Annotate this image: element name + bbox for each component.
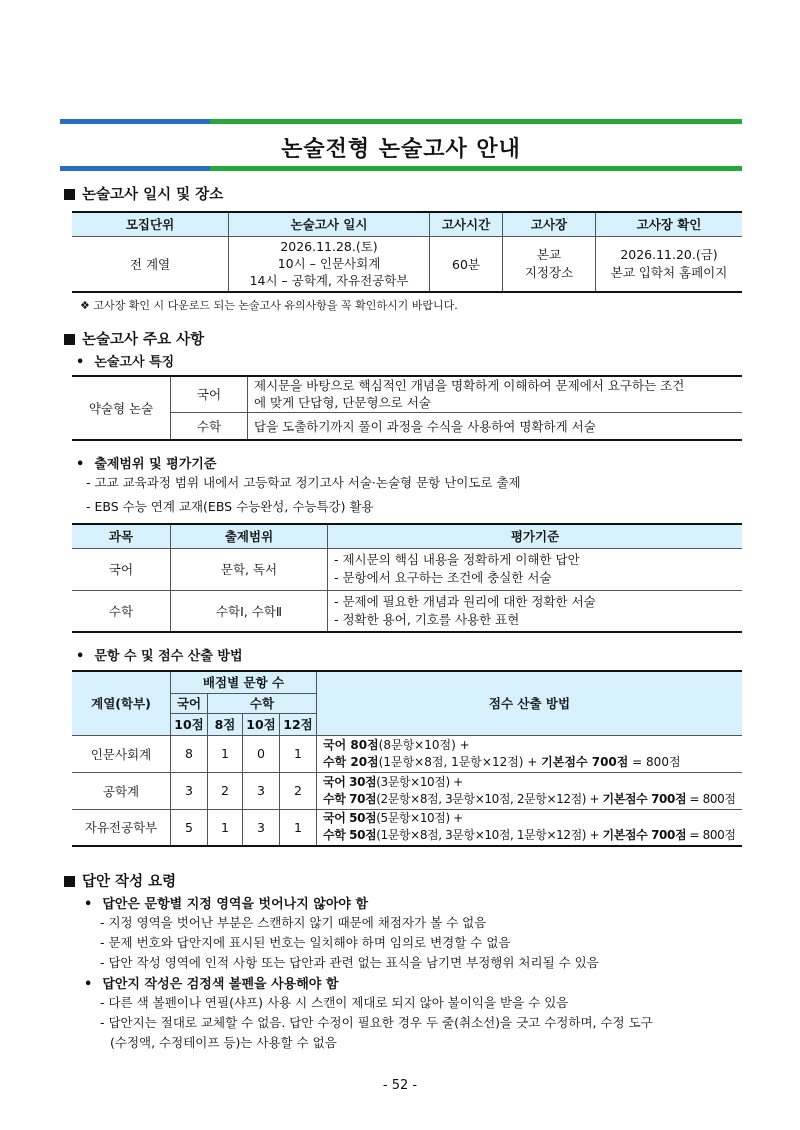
score-header-p10b: 10점 [243, 713, 280, 735]
score-header-kor: 국어 [171, 693, 208, 713]
answer-bullet-2: • 답안지 작성은 검정색 볼펜을 사용해야 함 [84, 977, 339, 992]
answer-line-2-1: - 다른 색 볼펜이나 연필(샤프) 사용 시 스캔이 제대로 되지 않아 불이익을 받을 수 있음 [100, 995, 569, 1010]
section-heading-answer: 답안 작성 요령 [64, 870, 176, 891]
score-n8-2: 2 [208, 772, 243, 809]
feature-desc-math: 답을 도출하기까지 풀이 과정을 수식을 사용하여 명확하게 서술 [248, 412, 743, 440]
feature-type: 약술형 논술 [72, 376, 171, 440]
answer-line-1-2: - 문제 번호와 답안지에 표시된 번호는 일치해야 하며 임의로 변경할 수 없음 [100, 935, 511, 950]
score-n10a-3: 5 [171, 809, 208, 846]
score-track-2: 공학계 [72, 772, 171, 809]
page-title: 논술전형 논술고사 안내 [281, 137, 521, 162]
page-number: - 52 - [382, 1078, 418, 1093]
schedule-note: ❖ 고사장 확인 시 다운로드 되는 논술고사 유의사항을 꼭 확인하시기 바랍니다. [80, 299, 458, 312]
header-date: 논술고사 일시 [229, 212, 430, 236]
answer-bullet-1: • 답안은 문항별 지정 영역을 벗어나지 않아야 함 [84, 897, 369, 912]
score-n12-2: 2 [280, 772, 317, 809]
criteria-subject-math: 수학 [72, 590, 171, 632]
title-top-bar [60, 119, 742, 124]
header-place: 고사장 [503, 212, 596, 236]
score-track-3: 자유전공학부 [72, 809, 171, 846]
section-heading-main: 논술고사 주요 사항 [64, 328, 204, 349]
criteria-eval-kor: - 제시문의 핵심 내용을 정확하게 이해한 답안 - 문항에서 요구하는 조건에 충실한 서술 [328, 548, 743, 590]
cell-date: 2026.11.28.(토) 10시 – 인문사회계 14시 – 공학계, 자유전공학부 [229, 236, 430, 292]
header-unit: 모집단위 [72, 212, 229, 236]
score-header-p12: 12점 [280, 713, 317, 735]
score-n8-1: 1 [208, 735, 243, 772]
sub-heading-features: • 논술고사 특징 [76, 355, 175, 370]
score-n10a-2: 3 [171, 772, 208, 809]
answer-line-2-3: (수정액, 수정테이프 등)는 사용할 수 없음 [110, 1035, 337, 1050]
criteria-header-subject: 과목 [72, 524, 171, 548]
feature-subject-math: 수학 [171, 412, 248, 440]
score-table [72, 670, 742, 847]
score-method-2: 국어 30점(3문항×10점) + 수학 70점(2문항×8점, 3문항×10점, 2문항×12점) + 기본점수 700점 = 800점 [317, 772, 743, 809]
section-heading-schedule: 논술고사 일시 및 장소 [64, 183, 223, 204]
scope-line-2: - EBS 수능 연계 교재(EBS 수능완성, 수능특강) 활용 [86, 499, 374, 514]
criteria-header-eval: 평가기준 [328, 524, 743, 548]
score-n8-3: 1 [208, 809, 243, 846]
sub-heading-scores: • 문항 수 및 점수 산출 방법 [76, 649, 243, 664]
score-header-track: 계열(학부) [72, 671, 171, 735]
header-duration: 고사시간 [430, 212, 503, 236]
cell-confirm: 2026.11.20.(금) 본교 입학처 홈페이지 [596, 236, 743, 292]
answer-line-1-3: - 답안 작성 영역에 인적 사항 또는 답안과 관련 없는 표식을 남기면 부정행위 처리될 수 있음 [100, 955, 599, 970]
criteria-table [72, 523, 742, 633]
cell-unit: 전 계열 [72, 236, 229, 292]
schedule-table [72, 211, 742, 293]
score-n12-1: 1 [280, 735, 317, 772]
score-n10b-3: 3 [243, 809, 280, 846]
scope-line-1: - 고교 교육과정 범위 내에서 고등학교 정기고사 서술·논술형 문항 난이도로 출제 [86, 475, 521, 490]
cell-place: 본교 지정장소 [503, 236, 596, 292]
score-header-method: 점수 산출 방법 [317, 671, 743, 735]
title-bottom-bar [60, 166, 742, 171]
score-header-alloc: 배점별 문항 수 [171, 671, 317, 693]
feature-table [72, 375, 742, 441]
criteria-subject-kor: 국어 [72, 548, 171, 590]
score-method-3: 국어 50점(5문항×10점) + 수학 50점(1문항×8점, 3문항×10점, 1문항×12점) + 기본점수 700점 = 800점 [317, 809, 743, 846]
criteria-eval-math: - 문제에 필요한 개념과 원리에 대한 정확한 서술 - 정확한 용어, 기호를 사용한 표현 [328, 590, 743, 632]
cell-duration: 60분 [430, 236, 503, 292]
header-confirm: 고사장 확인 [596, 212, 743, 236]
feature-desc-kor: 제시문을 바탕으로 핵심적인 개념을 명확하게 이해하여 문제에서 요구하는 조건 에 맞게 단답형, 단문형으로 서술 [248, 376, 743, 412]
score-header-p8: 8점 [208, 713, 243, 735]
answer-line-2-2: - 답안지는 절대로 교체할 수 없음. 답안 수정이 필요한 경우 두 줄(취소선)을 긋고 수정하며, 수정 도구 [100, 1015, 653, 1030]
criteria-header-range: 출제범위 [171, 524, 328, 548]
score-n10b-1: 0 [243, 735, 280, 772]
score-n12-3: 1 [280, 809, 317, 846]
sub-heading-scope: • 출제범위 및 평가기준 [76, 457, 217, 472]
score-n10a-1: 8 [171, 735, 208, 772]
score-track-1: 인문사회계 [72, 735, 171, 772]
score-n10b-2: 3 [243, 772, 280, 809]
score-method-1: 국어 80점(8문항×10점) + 수학 20점(1문항×8점, 1문항×12점) + 기본점수 700점 = 800점 [317, 735, 743, 772]
score-header-math: 수학 [208, 693, 317, 713]
criteria-range-math: 수학Ⅰ, 수학Ⅱ [171, 590, 328, 632]
score-header-p10a: 10점 [171, 713, 208, 735]
feature-subject-kor: 국어 [171, 376, 248, 412]
criteria-range-kor: 문학, 독서 [171, 548, 328, 590]
answer-line-1-1: - 지정 영역을 벗어난 부분은 스캔하지 않기 때문에 채점자가 볼 수 없음 [100, 915, 487, 930]
